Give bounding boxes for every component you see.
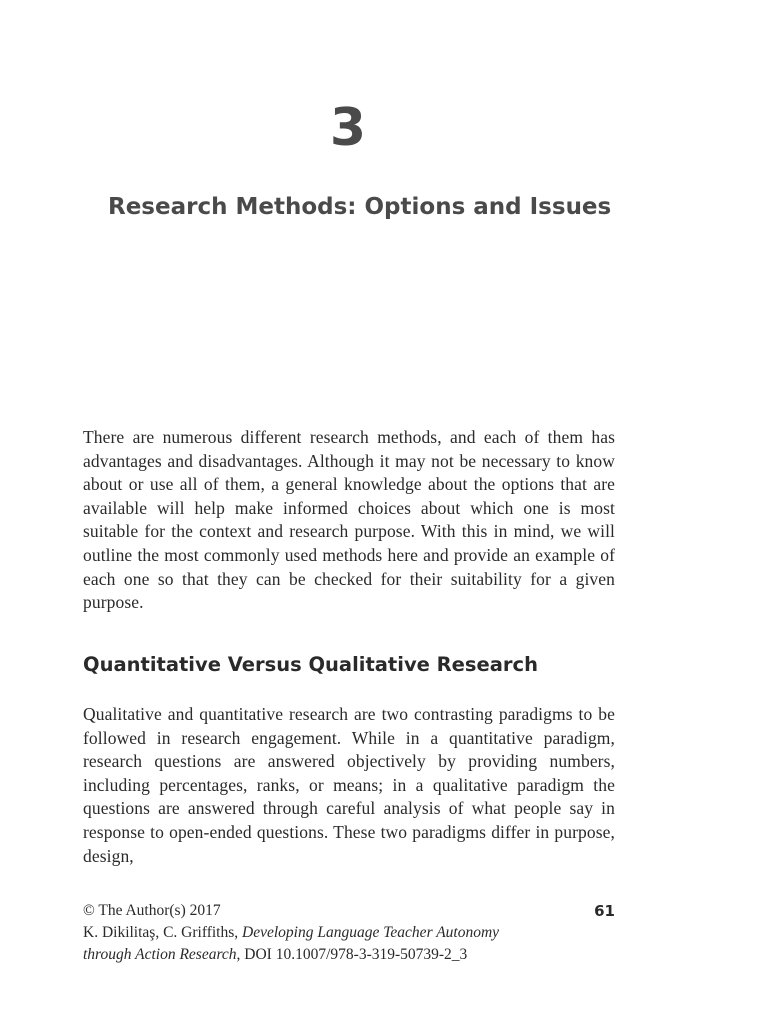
book-title-part1: Developing Language Teacher Autonomy bbox=[242, 924, 500, 941]
citation-line-1 bbox=[83, 922, 615, 944]
page-number: 61 bbox=[594, 902, 615, 920]
authors: K. Dikilitaş, C. Griffiths, bbox=[83, 924, 243, 941]
doi: , DOI 10.1007/978-3-319-50739-2_3 bbox=[236, 946, 468, 963]
chapter-title: Research Methods: Options and Issues bbox=[108, 194, 612, 220]
citation-line-2 bbox=[83, 944, 615, 966]
copyright-line: © The Author(s) 2017 bbox=[83, 902, 221, 919]
book-title-part2: through Action Research bbox=[83, 946, 237, 963]
chapter-number: 3 bbox=[329, 98, 367, 158]
footer-citation bbox=[83, 900, 615, 966]
intro-paragraph: There are numerous different research methods, and each of them has advantages and disadvantages. Although it may not be necessary to know about or use all of them, a general knowledge about the options that are available will help make informed choices about which one is most suitable for the context and research purpose. With this in mind, we will outline the most commonly used methods here and provide an example of each one so that they can be checked for their suitability for a given purpose. bbox=[83, 427, 615, 613]
section-paragraph: Qualitative and quantitative research are two contrasting paradigms to be followed in research engagement. While in a quantitative paradigm, research questions are answered objectively by providing numbers, including percentages, ranks, or means; in a qualitative paradigm the questions are answered through careful analysis of what people say in response to open-ended questions. These two paradigms differ in purpose, design, bbox=[83, 704, 615, 866]
section-heading: Quantitative Versus Qualitative Research bbox=[83, 653, 538, 676]
